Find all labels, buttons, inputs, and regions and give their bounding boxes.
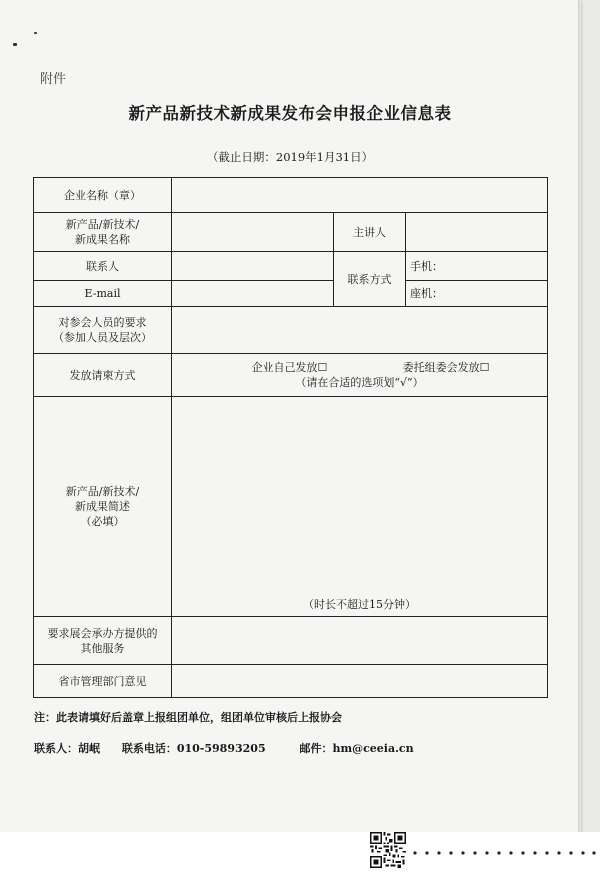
- scan-speck: [13, 43, 17, 46]
- row-email: [34, 281, 548, 307]
- other-services-field[interactable]: [172, 617, 548, 665]
- other-services-label: 要求展会承办方提供的 其他服务: [34, 617, 172, 665]
- qr-code-icon: [370, 832, 406, 868]
- speaker-field[interactable]: [406, 213, 548, 252]
- contact-email[interactable]: 邮件：hm@ceeia.cn: [299, 742, 414, 755]
- info-form-table: [33, 177, 548, 698]
- dotted-leader: [412, 850, 597, 856]
- attachment-label: 附件: [40, 72, 67, 87]
- invite-option-self[interactable]: 企业自己发放☐: [251, 361, 328, 374]
- invite-hint: （请在合适的选项划“√”）: [295, 376, 424, 389]
- contact-method-label: 联系方式: [334, 252, 406, 307]
- invite-option-committee[interactable]: 委托组委会发放☐: [402, 361, 490, 374]
- row-other-services: [34, 617, 548, 665]
- page-edge-shadow: [578, 0, 581, 832]
- attendee-requirements-label: 对参会人员的要求 （参加人员及层次）: [34, 307, 172, 354]
- description-label: 新产品/新技术/ 新成果简述 （必填）: [34, 397, 172, 617]
- invite-method-options: [172, 354, 548, 397]
- scan-speck: [34, 32, 37, 34]
- contact-phone: 联系电话：010-59893205: [121, 742, 266, 755]
- contact-person-label: 联系人: [34, 252, 172, 281]
- page-title: 新产品新技术新成果发布会申报企业信息表: [128, 104, 452, 123]
- row-product-name: [34, 213, 548, 252]
- duration-note: （时长不超过15分钟）: [303, 598, 417, 611]
- company-name-label: 企业名称（章）: [34, 178, 172, 213]
- row-attendee-requirements: [34, 307, 548, 354]
- deadline-note: （截止日期：2019年1月31日）: [206, 150, 374, 164]
- speaker-label: 主讲人: [334, 213, 406, 252]
- provincial-opinion-field[interactable]: [172, 665, 548, 698]
- attendee-requirements-field[interactable]: [172, 307, 548, 354]
- product-name-label: 新产品/新技术/ 新成果名称: [34, 213, 172, 252]
- provincial-opinion-label: 省市管理部门意见: [34, 665, 172, 698]
- company-name-field[interactable]: [172, 178, 548, 213]
- row-contact-person: [34, 252, 548, 281]
- mobile-field[interactable]: 手机：: [406, 252, 548, 281]
- row-company-name: [34, 178, 548, 213]
- contact-person-field[interactable]: [172, 252, 334, 281]
- row-provincial-opinion: [34, 665, 548, 698]
- row-description: [34, 397, 548, 617]
- landline-field[interactable]: 座机：: [406, 281, 548, 307]
- contact-person: 联系人：胡岷: [34, 742, 100, 755]
- product-name-field[interactable]: [172, 213, 334, 252]
- email-field[interactable]: [172, 281, 334, 307]
- row-invite-method: [34, 354, 548, 397]
- email-label: E-mail: [34, 281, 172, 307]
- invite-method-label: 发放请柬方式: [34, 354, 172, 397]
- footer-contact: [34, 740, 554, 756]
- footer-note: 注：此表请填好后盖章上报组团单位，组团单位审核后上报协会: [34, 711, 342, 724]
- description-field[interactable]: [172, 397, 548, 617]
